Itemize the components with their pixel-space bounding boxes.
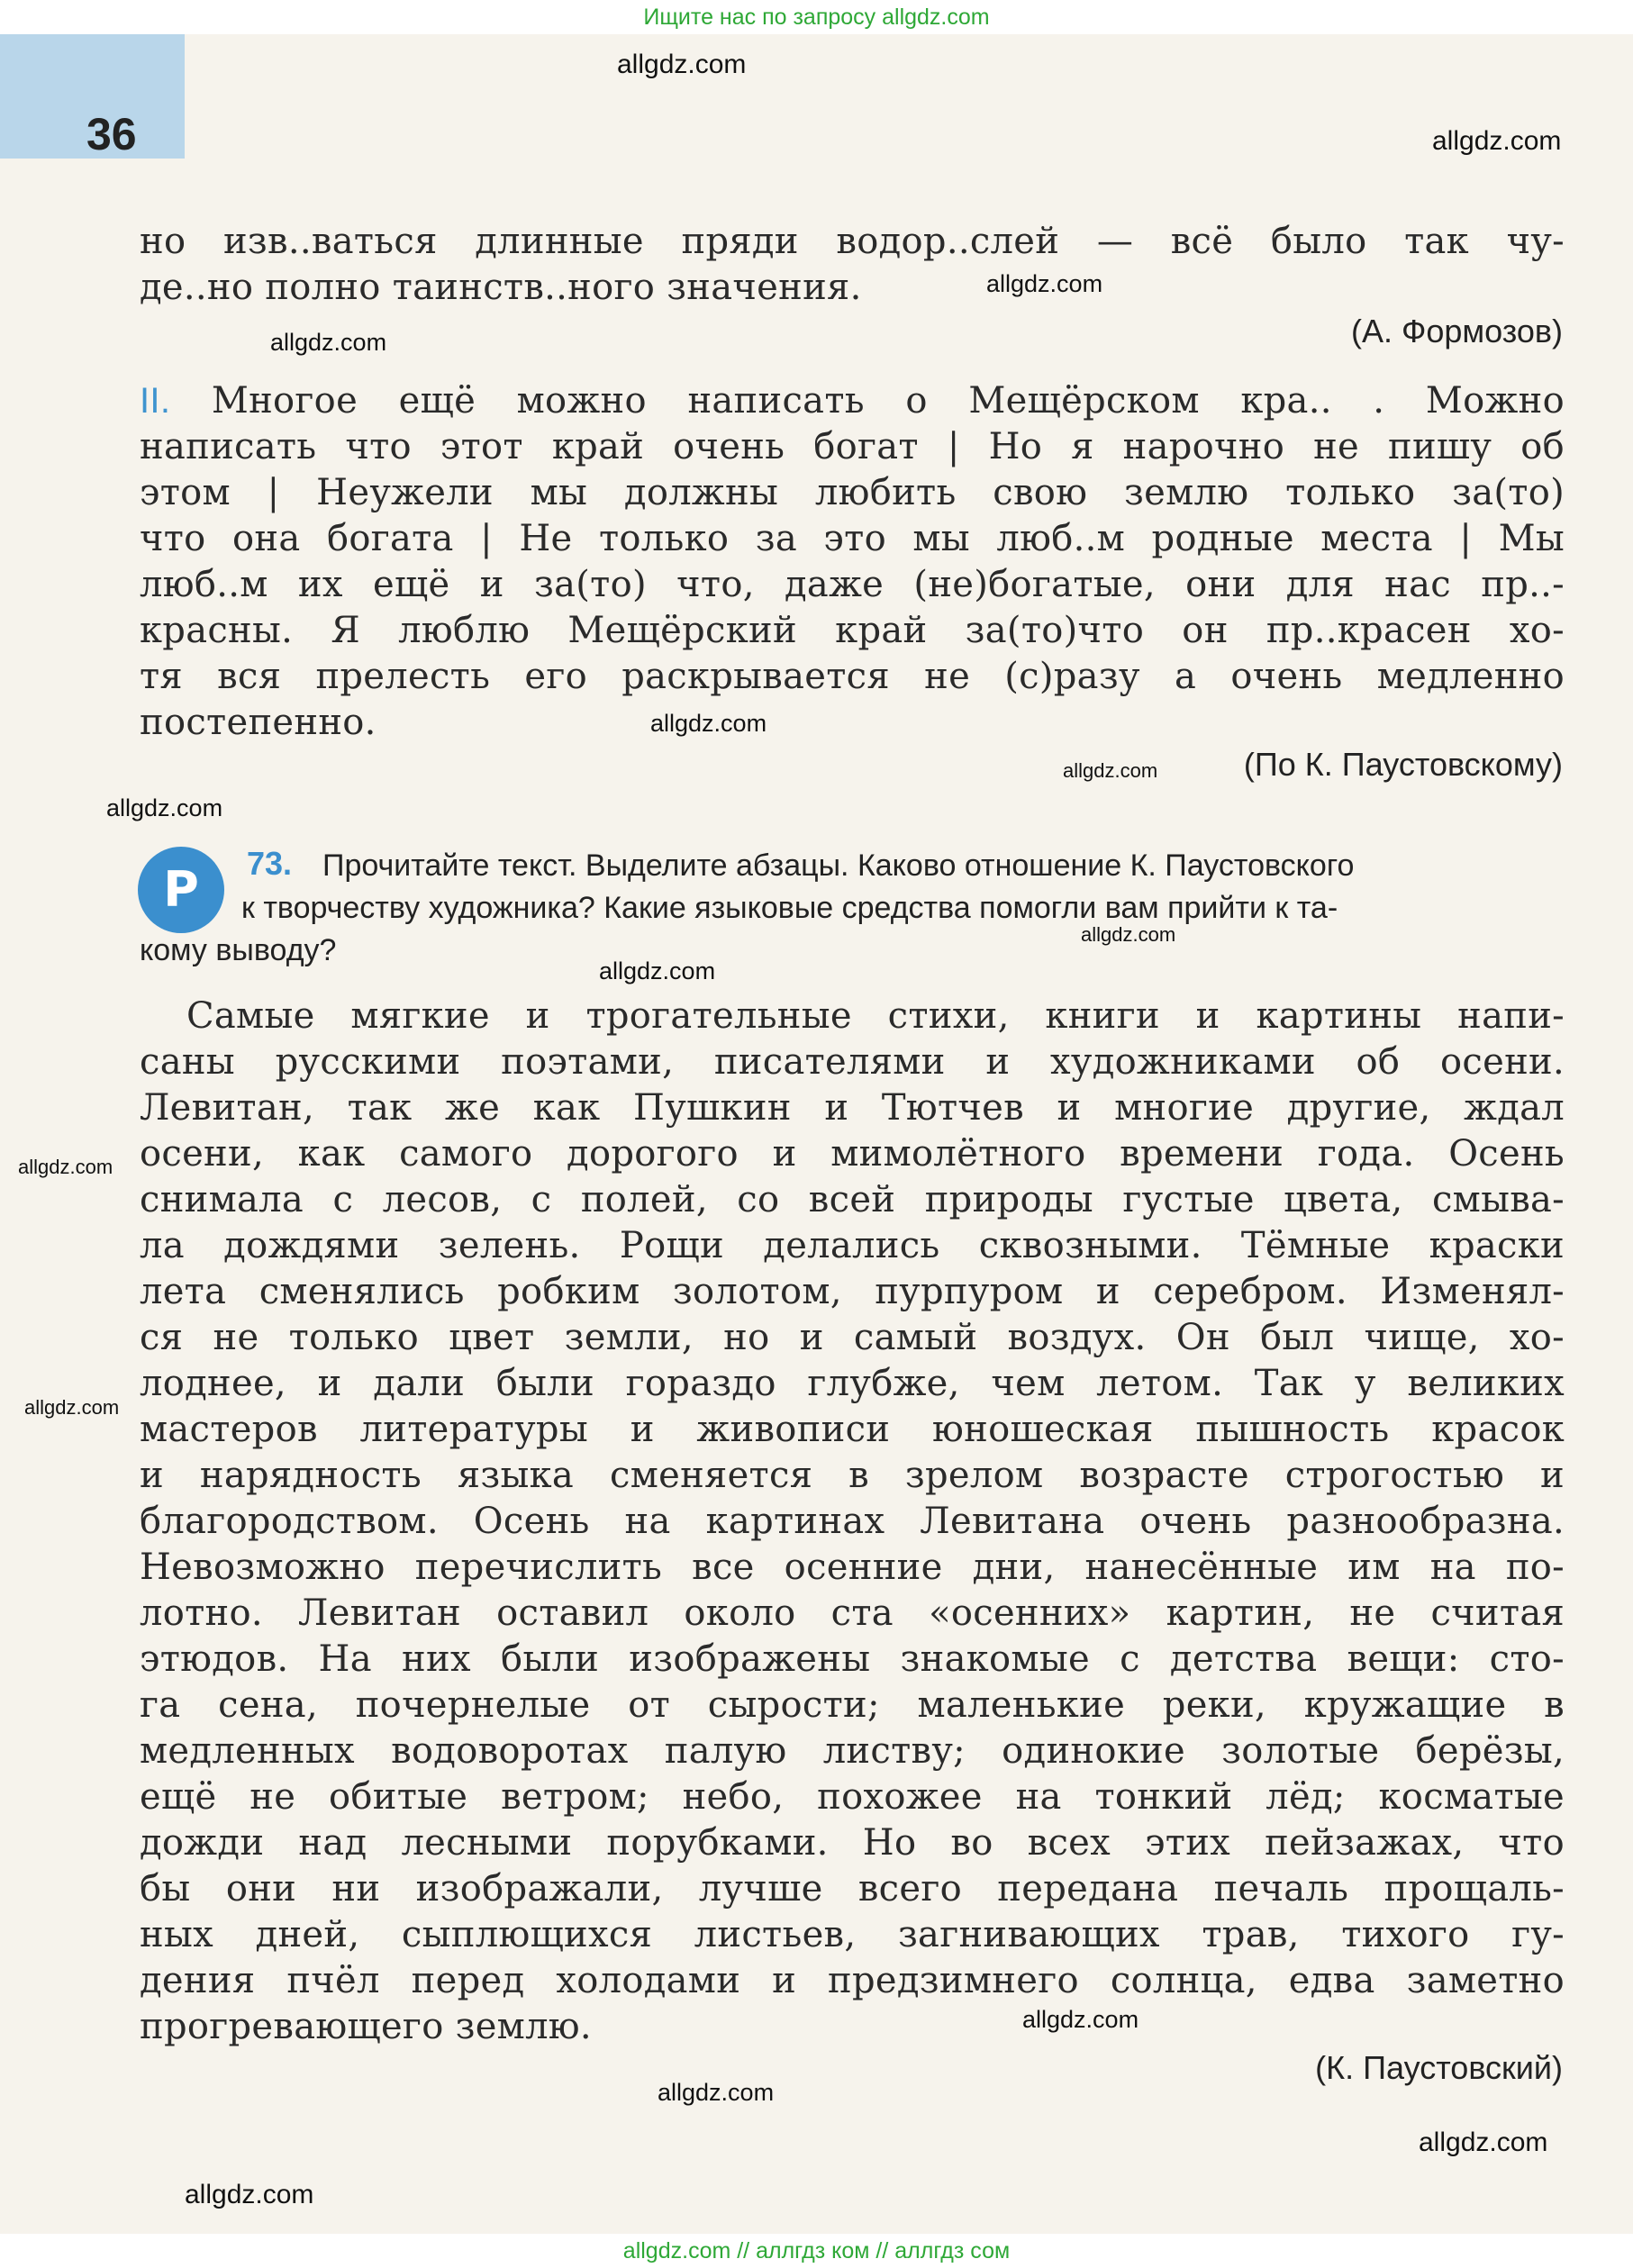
text-line: де..но полно таинств..ного значения.: [140, 267, 862, 308]
bottom-banner: allgdz.com // аллгдз ком // аллгдз сом: [0, 2234, 1633, 2268]
text-line: дения пчёл перед холодами и предзимнего солнца, едва заметно: [140, 1960, 1565, 2001]
exercise-ii: [140, 378, 1565, 746]
text-line: ных дней, сыплющихся листьев, загнивающих трав, тихого гу-: [140, 1914, 1565, 1955]
watermark: allgdz.com: [1419, 2127, 1548, 2157]
watermark: allgdz.com: [1432, 126, 1562, 156]
attribution-paustovsky-1: (По К. Паустовскому): [1243, 746, 1563, 783]
watermark: allgdz.com: [986, 270, 1103, 297]
text-line: и нарядность языка сменяется в зрелом возрасте строгостью и: [140, 1455, 1565, 1496]
text-line: ещё не обитые ветром; небо, похожее на тонкий лёд; косматые: [140, 1776, 1565, 1818]
fragment-end: [140, 219, 1565, 311]
text-line: ла дождями зелень. Рощи делались сквозными. Тёмные краски: [140, 1225, 1565, 1266]
task-line: к творчеству художника? Какие языковые средства помогли вам прийти к та-: [241, 891, 1338, 925]
text-line: ся не только цвет земли, но и самый воздух. Он был чище, хо-: [140, 1317, 1565, 1358]
attribution-paustovsky-2: (К. Паустовский): [1315, 2049, 1563, 2086]
watermark: allgdz.com: [658, 2079, 775, 2106]
watermark: allgdz.com: [106, 794, 223, 821]
text-line: дожди над лесными порубками. Но во всех этих пейзажах, что: [140, 1822, 1565, 1864]
text-line: написать что этот край очень богат | Но я нарочно не пишу об: [140, 426, 1565, 467]
text-line: Левитан, так же как Пушкин и Тютчев и многие другие, ждал: [140, 1087, 1565, 1129]
text-line: лета сменялись робким золотом, пурпуром и серебром. Изменял-: [140, 1271, 1565, 1312]
text-line: саны русскими поэтами, писателями и художниками об осени.: [140, 1041, 1565, 1083]
text-line: медленных водоворотах палую листву; одинокие золотые берёзы,: [140, 1730, 1565, 1772]
text-line: постепенно.: [140, 702, 376, 743]
watermark: allgdz.com: [24, 1396, 120, 1419]
text-line-part: Многое ещё можно написать о Мещёрском кра.. . Можно: [170, 380, 1565, 422]
top-banner: Ищите нас по запросу allgdz.com: [0, 0, 1633, 34]
task-line: Прочитайте текст. Выделите абзацы. Каково отношение К. Паустовского: [322, 848, 1355, 883]
text-line: красны. Я люблю Мещёрский край за(то)что он пр..красен хо-: [140, 610, 1565, 651]
watermark: allgdz.com: [1081, 923, 1176, 946]
text-line: этом | Неужели мы должны любить свою землю только за(то): [140, 472, 1565, 513]
watermark: allgdz.com: [617, 50, 747, 79]
watermark: allgdz.com: [1063, 759, 1158, 782]
text-line: осени, как самого дорогого и мимолётного времени года. Осень: [140, 1133, 1565, 1175]
text-line: лоднее, и дали были гораздо глубже, чем летом. Так у великих: [140, 1363, 1565, 1404]
text-line: [140, 378, 1565, 424]
main-text: [140, 993, 1565, 2050]
exercise-label: II.: [140, 381, 171, 421]
text-line: Невозможно перечислить все осенние дни, нанесённые им на по-: [140, 1547, 1565, 1588]
text-line: прогревающего землю.: [140, 2006, 592, 2047]
text-line: лотно. Левитан оставил около ста «осенних» картин, не считая: [140, 1592, 1565, 1634]
text-line: бы они ни изображали, лучше всего передана печаль прощаль-: [140, 1868, 1565, 1910]
attribution-formozov: (А. Формозов): [1350, 313, 1563, 349]
task-line: кому выводу?: [140, 933, 337, 967]
page-number: 36: [86, 109, 137, 159]
text-line: этюдов. На них были изображены знакомые с детства вещи: сто-: [140, 1638, 1565, 1680]
watermark: allgdz.com: [185, 2180, 314, 2209]
watermark: allgdz.com: [18, 1156, 113, 1178]
watermark: allgdz.com: [599, 957, 716, 984]
text-line: мастеров литературы и живописи юношеская пышность красок: [140, 1409, 1565, 1450]
watermark: allgdz.com: [650, 710, 767, 737]
text-line: га сена, почернелые от сырости; маленькие реки, кружащие в: [140, 1684, 1565, 1726]
text-line: благородством. Осень на картинах Левитана очень разнообразна.: [140, 1501, 1565, 1542]
task-r-icon: Р: [138, 847, 224, 933]
text-line: Самые мягкие и трогательные стихи, книги и картины напи-: [186, 995, 1565, 1037]
text-line: снимала с лесов, с полей, со всей природы густые цвета, смыва-: [140, 1179, 1565, 1220]
text-line: но изв..ваться длинные пряди водор..слей — всё было так чу-: [140, 221, 1565, 262]
text-line: что она богата | Не только за это мы люб..м родные места | Мы: [140, 518, 1565, 559]
watermark: allgdz.com: [1022, 2006, 1139, 2033]
text-line: тя вся прелесть его раскрывается не (с)разу а очень медленно: [140, 656, 1565, 697]
text-line: люб..м их ещё и за(то) что, даже (не)богатые, они для нас пр..-: [140, 564, 1565, 605]
watermark: allgdz.com: [270, 329, 387, 356]
task-number: 73.: [247, 845, 293, 882]
